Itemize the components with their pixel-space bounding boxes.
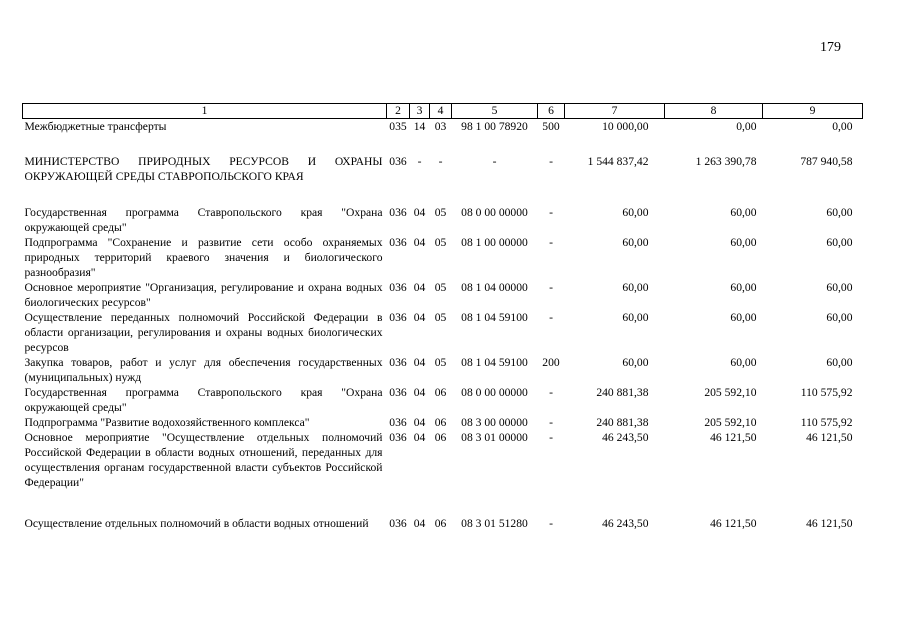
budget-table: [22, 103, 863, 531]
expense-type-code: -: [549, 517, 553, 530]
table-row: [23, 415, 863, 430]
amount-col7: 60,00: [622, 206, 649, 219]
amount-col8: 60,00: [730, 356, 757, 369]
section-code: 04: [413, 517, 426, 530]
amount-col7: 1 544 837,42: [587, 155, 649, 168]
subsection-code: 05: [434, 236, 447, 249]
section-code: 04: [413, 431, 426, 444]
expense-type-code: -: [549, 386, 553, 399]
target-item-code: -: [492, 155, 497, 168]
amount-col7: 10 000,00: [602, 120, 649, 133]
section-code: 04: [413, 311, 426, 324]
ministry-code: 036: [389, 236, 407, 249]
row-name: МИНИСТЕРСТВО ПРИРОДНЫХ РЕСУРСОВ И ОХРАНЫ ОКРУЖАЮЩЕЙ СРЕДЫ СТАВРОПОЛЬСКОГО КРАЯ: [24, 155, 383, 183]
section-code: 04: [413, 236, 426, 249]
amount-col9: 110 575,92: [800, 386, 853, 399]
row-name: Государственная программа Ставропольского края "Охрана окружающей среды": [24, 206, 383, 234]
expense-type-code: -: [549, 416, 553, 429]
target-item-code: 08 1 00 00000: [461, 236, 528, 249]
ministry-code: 036: [389, 416, 407, 429]
subsection-code: 03: [434, 120, 447, 133]
amount-col7: 60,00: [622, 311, 649, 324]
target-item-code: 08 0 00 00000: [461, 206, 528, 219]
expense-type-code: -: [549, 155, 553, 168]
row-name: Подпрограмма "Развитие водохозяйственного комплекса": [24, 416, 310, 429]
ministry-code: 036: [389, 281, 407, 294]
expense-type-code: -: [549, 206, 553, 219]
subsection-code: 06: [434, 416, 447, 429]
subsection-code: 05: [434, 281, 447, 294]
target-item-code: 08 3 00 00000: [461, 416, 528, 429]
amount-col8: 60,00: [730, 236, 757, 249]
column-header: 7: [565, 104, 665, 119]
amount-col9: 60,00: [826, 356, 853, 369]
table-row: [23, 119, 863, 135]
target-item-code: 98 1 00 78920: [461, 120, 528, 133]
ministry-code: 036: [389, 386, 407, 399]
target-item-code: 08 3 01 51280: [461, 517, 528, 530]
expense-type-code: 500: [542, 120, 560, 133]
subsection-code: 06: [434, 517, 447, 530]
target-item-code: 08 3 01 00000: [461, 431, 528, 444]
amount-col8: 205 592,10: [704, 416, 757, 429]
column-header: 1: [23, 104, 387, 119]
subsection-code: 05: [434, 206, 447, 219]
expense-type-code: 200: [542, 356, 560, 369]
table-row: [23, 310, 863, 355]
ministry-code: 036: [389, 206, 407, 219]
table-row: [23, 355, 863, 385]
section-code: 04: [413, 356, 426, 369]
expense-type-code: -: [549, 236, 553, 249]
column-header: 9: [763, 104, 863, 119]
table-row: [23, 184, 863, 235]
row-name: Основное мероприятие "Организация, регулирование и охрана водных биологических ресурсов": [24, 281, 383, 309]
ministry-code: 036: [389, 356, 407, 369]
amount-col9: 60,00: [826, 281, 853, 294]
ministry-code: 036: [389, 517, 407, 530]
section-code: 14: [413, 120, 426, 133]
amount-col7: 240 881,38: [596, 386, 649, 399]
amount-col8: 46 121,50: [710, 431, 757, 444]
ministry-code: 036: [389, 155, 407, 168]
amount-col9: 110 575,92: [800, 416, 853, 429]
amount-col8: 205 592,10: [704, 386, 757, 399]
amount-col8: 60,00: [730, 206, 757, 219]
target-item-code: 08 1 04 00000: [461, 281, 528, 294]
subsection-code: -: [438, 155, 443, 168]
ministry-code: 036: [389, 311, 407, 324]
section-code: 04: [413, 386, 426, 399]
row-name: Государственная программа Ставропольского края "Охрана окружающей среды": [24, 386, 383, 414]
ministry-code: 036: [389, 431, 407, 444]
amount-col9: 0,00: [832, 120, 853, 133]
row-name: Подпрограмма "Сохранение и развитие сети особо охраняемых природных территорий краевого значения и биологического разнообразия": [24, 236, 383, 279]
expense-type-code: -: [549, 431, 553, 444]
subsection-code: 06: [434, 386, 447, 399]
column-header: 4: [430, 104, 452, 119]
amount-col8: 60,00: [730, 311, 757, 324]
target-item-code: 08 0 00 00000: [461, 386, 528, 399]
amount-col7: 60,00: [622, 356, 649, 369]
row-name: Основное мероприятие "Осуществление отдельных полномочий Российской Федерации в области водных отношений, переданных для осуществления органам государственной власти субъектов Российской Федерации": [24, 431, 383, 489]
amount-col8: 46 121,50: [710, 517, 757, 530]
expense-type-code: -: [549, 311, 553, 324]
table-row: [23, 490, 863, 531]
row-name: Осуществление отдельных полномочий в области водных отношений: [24, 517, 369, 530]
section-code: 04: [413, 206, 426, 219]
expense-type-code: -: [549, 281, 553, 294]
amount-col8: 0,00: [736, 120, 757, 133]
subsection-code: 05: [434, 356, 447, 369]
subsection-code: 05: [434, 311, 447, 324]
amount-col7: 46 243,50: [602, 431, 649, 444]
section-code: 04: [413, 416, 426, 429]
row-name: Осуществление переданных полномочий Российской Федерации в области организации, регулирования и охраны водных биологических ресурсов: [24, 311, 383, 354]
amount-col9: 60,00: [826, 206, 853, 219]
amount-col7: 60,00: [622, 236, 649, 249]
amount-col9: 46 121,50: [806, 431, 853, 444]
subsection-code: 06: [434, 431, 447, 444]
column-header: 8: [665, 104, 763, 119]
table-row: [23, 280, 863, 310]
target-item-code: 08 1 04 59100: [461, 356, 528, 369]
amount-col8: 60,00: [730, 281, 757, 294]
table-row: [23, 134, 863, 184]
column-header: 5: [452, 104, 538, 119]
column-header: 6: [538, 104, 565, 119]
amount-col7: 46 243,50: [602, 517, 649, 530]
row-name: Закупка товаров, работ и услуг для обеспечения государственных (муниципальных) нужд: [24, 356, 383, 384]
amount-col9: 60,00: [826, 311, 853, 324]
amount-col9: 46 121,50: [806, 517, 853, 530]
column-header: 2: [387, 104, 410, 119]
row-name: Межбюджетные трансферты: [24, 120, 167, 133]
column-header: 3: [410, 104, 430, 119]
table-row: [23, 430, 863, 490]
page-number: 179: [820, 40, 841, 55]
amount-col7: 60,00: [622, 281, 649, 294]
table-row: [23, 235, 863, 280]
amount-col9: 60,00: [826, 236, 853, 249]
table-header-row: [23, 104, 863, 119]
section-code: -: [417, 155, 422, 168]
table-row: [23, 385, 863, 415]
amount-col7: 240 881,38: [596, 416, 649, 429]
amount-col9: 787 940,58: [800, 155, 853, 168]
section-code: 04: [413, 281, 426, 294]
ministry-code: 035: [389, 120, 407, 133]
target-item-code: 08 1 04 59100: [461, 311, 528, 324]
amount-col8: 1 263 390,78: [695, 155, 757, 168]
